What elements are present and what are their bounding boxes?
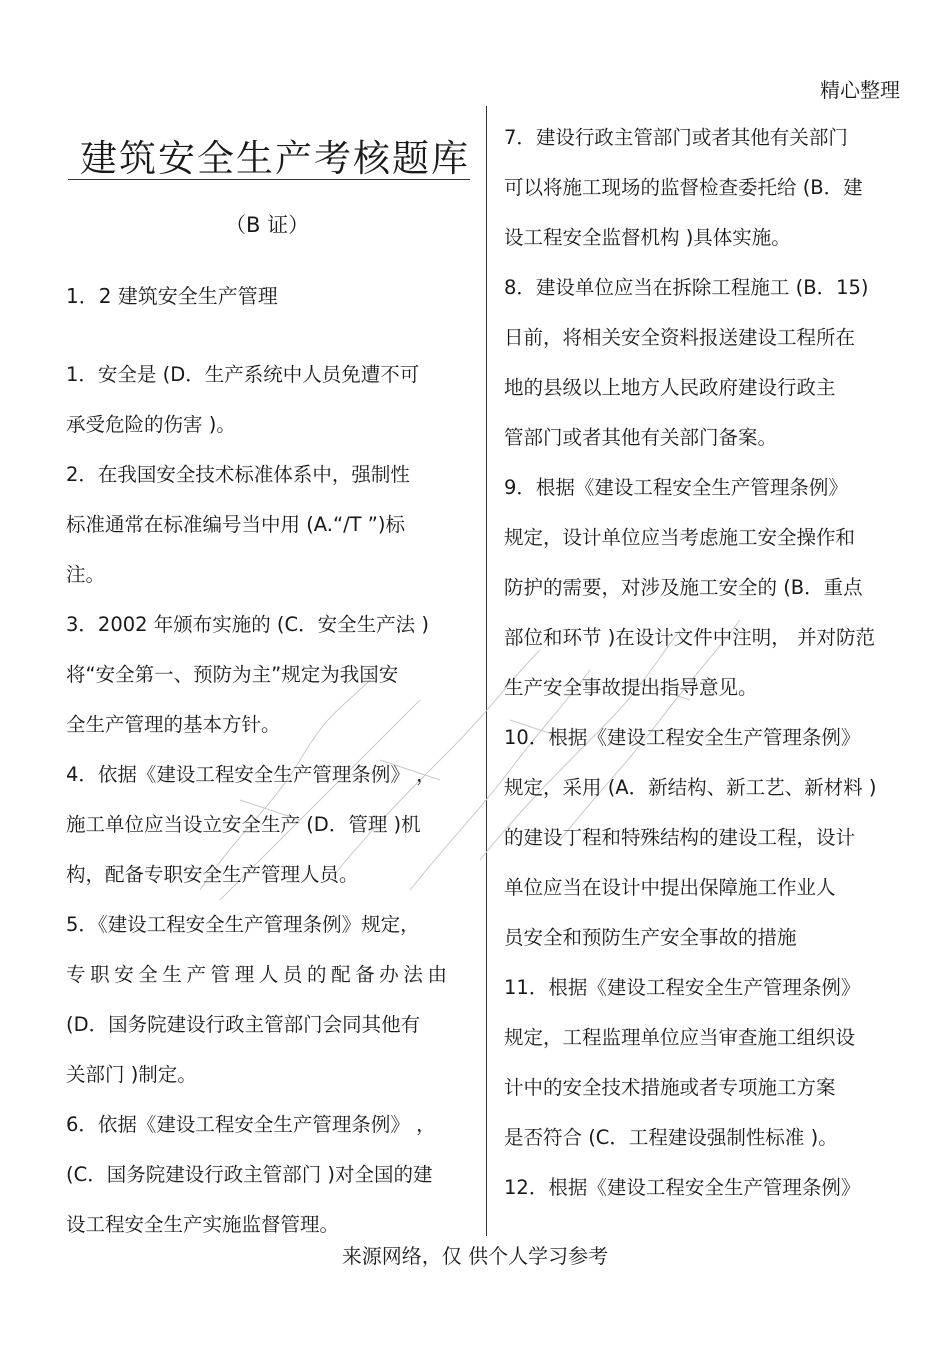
document-title: 建筑安全生产考核题库	[80, 137, 470, 180]
text-line: 生产安全事故提出指导意见。	[504, 676, 758, 699]
text-line: (D．国务院建设行政主管部门会同其他有	[66, 1013, 421, 1036]
text-line: 关部门 )制定。	[66, 1063, 197, 1086]
text-line: 注。	[66, 563, 106, 586]
text-line: 全生产管理的基本方针。	[66, 713, 281, 736]
text-line: 构，配备专职安全生产管理人员。	[66, 863, 359, 886]
text-line: 规定，设计单位应当考虑施工安全操作和	[504, 526, 856, 549]
text-line: 规定，工程监理单位应当审查施工组织设	[504, 1026, 856, 1049]
header-note: 精心整理	[820, 78, 900, 102]
text-line: 日前，将相关安全资料报送建设工程所在	[504, 326, 856, 349]
text-line: 设工程安全生产实施监督管理。	[66, 1213, 340, 1236]
text-line: 1．安全是 (D．生产系统中人员免遭不可	[66, 363, 420, 386]
text-line: 11．根据《建设工程安全生产管理条例》	[504, 976, 861, 999]
text-line: 4．依据《建设工程安全生产管理条例》 ，	[66, 763, 436, 786]
right-column	[504, 113, 910, 1213]
text-line: 将“安全第一、预防为主”规定为我国安	[66, 663, 399, 686]
text-line: 6．依据《建设工程安全生产管理条例》 ，	[66, 1113, 436, 1136]
text-line: 8．建设单位应当在拆除工程施工 (B．15)	[504, 276, 869, 299]
text-line: 施工单位应当设立安全生产 (D．管理 )机	[66, 813, 421, 836]
text-line: 可以将施工现场的监督检查委托给 (B．建	[504, 176, 863, 199]
text-line: 7．建设行政主管部门或者其他有关部门	[504, 126, 848, 149]
text-line: 3．2002 年颁布实施的 (C．安全生产法 )	[66, 613, 429, 636]
text-line: 10．根据《建设工程安全生产管理条例》	[504, 726, 861, 749]
text-line: 设工程安全监督机构 )具体实施。	[504, 226, 791, 249]
text-line: 管部门或者其他有关部门备案。	[504, 426, 778, 449]
left-column	[66, 280, 474, 1250]
text-line: 单位应当在设计中提出保障施工作业人	[504, 876, 836, 899]
title-underline	[68, 179, 470, 180]
section-title: 1．2 建筑安全生产管理	[66, 284, 278, 308]
text-line: 地的县级以上地方人民政府建设行政主	[504, 376, 836, 399]
text-line: 标准通常在标准编号当中用 (A.“/T ”)标	[66, 513, 405, 536]
text-line: (C．国务院建设行政主管部门 )对全国的建	[66, 1163, 433, 1186]
text-line: 防护的需要，对涉及施工安全的 (B．重点	[504, 576, 863, 599]
text-line: 5．《建设工程安全生产管理条例》规定，	[66, 913, 420, 936]
text-line: 9．根据《建设工程安全生产管理条例》	[504, 476, 848, 499]
text-line: 员安全和预防生产安全事故的措施	[504, 926, 797, 949]
text-line: 2．在我国安全技术标准体系中，强制性	[66, 463, 410, 486]
text-line: 部位和环节 )在设计文件中注明， 并对防范	[504, 626, 876, 649]
column-divider	[486, 106, 487, 1236]
text-line: 计中的安全技术措施或者专项施工方案	[504, 1076, 836, 1099]
document-subtitle: （B 证）	[225, 213, 310, 237]
text-line: 是否符合 (C．工程建设强制性标准 )。	[504, 1126, 838, 1149]
text-line: 的建设丁程和特殊结构的建设工程，设计	[504, 826, 856, 849]
text-line: 规定，采用 (A．新结构、新工艺、新材料 )	[504, 776, 877, 799]
footer-note: 来源网络，仅 供个人学习参考	[341, 1244, 609, 1268]
text-line: 12．根据《建设工程安全生产管理条例》	[504, 1176, 861, 1199]
text-line: 承受危险的伤害 )。	[66, 413, 236, 436]
text-line: 专职安全生产管理人员的配备办法由	[66, 963, 452, 986]
